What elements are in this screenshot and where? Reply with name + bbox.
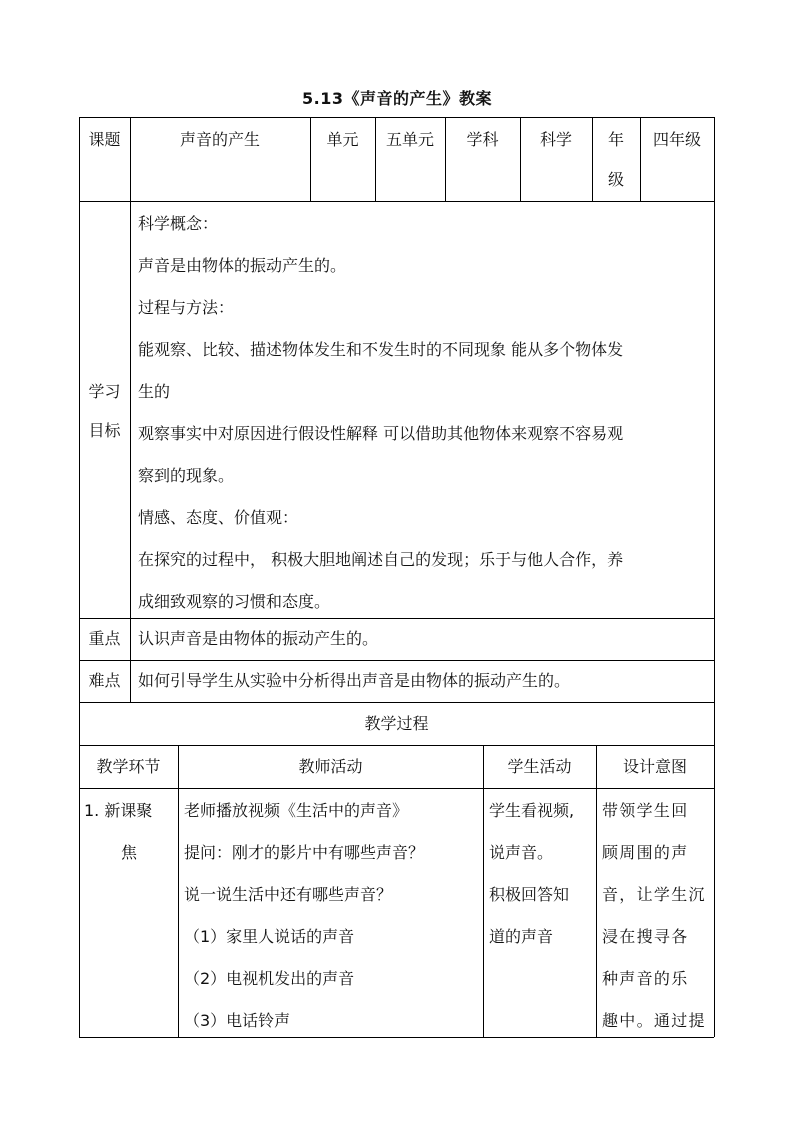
document-title: 5.13《声音的产生》教案 (302, 89, 492, 108)
grade-value: 四年级 (652, 130, 701, 149)
objective-line: 察到的现象。 (138, 466, 235, 485)
teacher-line: 说一说生活中还有哪些声音？ (184, 885, 393, 904)
objectives-label-line1: 学习 (88, 382, 121, 401)
student-line: 道的声音 (489, 927, 554, 946)
objective-line: 情感、态度、价值观： (138, 508, 299, 527)
objective-line: 在探究的过程中， 积极大胆地阐述自己的发现；乐于与他人合作，养 (138, 550, 624, 569)
teacher-line: （3）电话铃声 (184, 1011, 291, 1030)
intent-line: 趣中。通过提 (602, 1011, 706, 1030)
teacher-activity-cell (184, 790, 480, 1042)
objective-line: 科学概念： (138, 214, 219, 233)
objective-line: 成细致观察的习惯和态度。 (138, 592, 331, 611)
difficulty-text: 如何引导学生从实验中分析得出声音是由物体的振动产生的。 (138, 671, 571, 690)
topic-label: 课题 (88, 130, 121, 149)
student-line: 说声音。 (489, 843, 554, 862)
stage-line: 焦 (120, 843, 137, 862)
subject-label: 学科 (466, 130, 499, 149)
intent-line: 浸在搜寻各 (602, 927, 689, 946)
process-heading: 教学过程 (364, 714, 429, 733)
objective-line: 能观察、比较、描述物体发生和不发生时的不同现象 能从多个物体发 (138, 340, 624, 359)
objective-line: 过程与方法： (138, 298, 235, 317)
column-header-student: 学生活动 (507, 757, 572, 776)
teacher-line: （2）电视机发出的声音 (184, 969, 355, 988)
column-header-teacher: 教师活动 (298, 757, 363, 776)
objective-line: 生的 (138, 382, 171, 401)
objectives-label-line2: 目标 (88, 421, 121, 440)
teacher-line: 老师播放视频《生活中的声音》 (184, 801, 409, 820)
intent-line: 带领学生回 (602, 801, 689, 820)
stage-line: 1. 新课聚 (84, 801, 153, 820)
intent-line: 音，让学生沉 (602, 885, 706, 904)
key-point-text: 认识声音是由物体的振动产生的。 (138, 629, 379, 648)
design-intent-cell (602, 790, 712, 1042)
key-point-label: 重点 (88, 629, 121, 648)
objective-line: 声音是由物体的振动产生的。 (138, 256, 347, 275)
difficulty-label: 难点 (88, 671, 121, 690)
topic-value: 声音的产生 (179, 130, 260, 149)
objectives-text (138, 203, 713, 623)
stage-cell (84, 790, 174, 874)
column-header-intent: 设计意图 (622, 757, 687, 776)
teacher-line: （1）家里人说话的声音 (184, 927, 355, 946)
subject-value: 科学 (539, 130, 572, 149)
intent-line: 种声音的乐 (602, 969, 689, 988)
grade-label-line1: 年 (607, 130, 624, 149)
column-header-stage: 教学环节 (96, 757, 161, 776)
student-line: 积极回答知 (489, 885, 570, 904)
intent-line: 顾周围的声 (602, 843, 689, 862)
unit-label: 单元 (326, 130, 359, 149)
objective-line: 观察事实中对原因进行假设性解释 可以借助其他物体来观察不容易观 (138, 424, 624, 443)
student-line: 学生看视频, (489, 801, 575, 820)
unit-value: 五单元 (385, 130, 434, 149)
grade-label-line2: 级 (607, 170, 624, 189)
teacher-line: 提问：刚才的影片中有哪些声音？ (184, 843, 425, 862)
student-activity-cell (489, 790, 594, 958)
